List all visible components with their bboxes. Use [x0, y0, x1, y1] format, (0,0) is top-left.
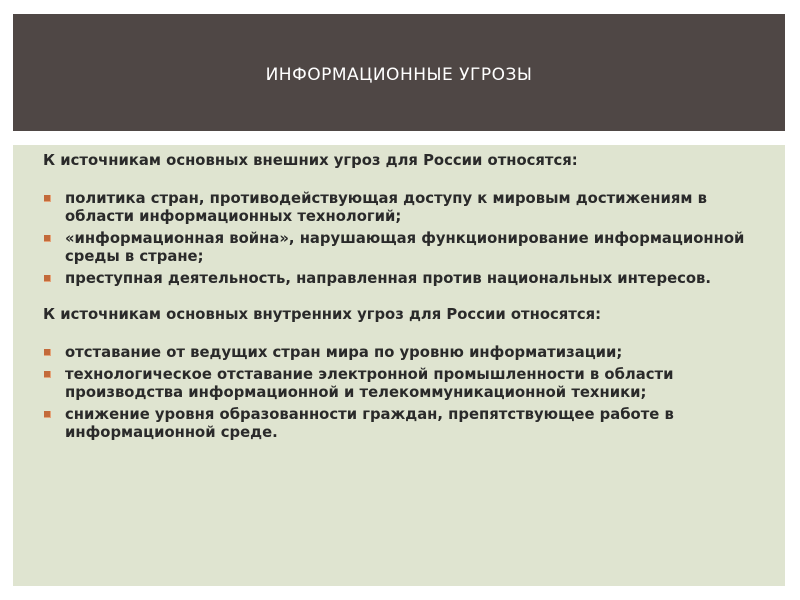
list-item-text: преступная деятельность, направленная против национальных интересов.	[65, 270, 712, 287]
list-item-text: политика стран, противодействующая доступу к мировым достижениям в области информационных технологий;	[65, 190, 708, 225]
internal-threats-list	[43, 344, 773, 442]
list-item	[43, 366, 773, 402]
list-item	[43, 406, 773, 442]
square-bullet-icon	[44, 195, 51, 202]
square-bullet-icon	[44, 371, 51, 378]
list-item-text: «информационная война», нарушающая функционирование информационной среды в стране;	[65, 230, 745, 265]
content-panel	[13, 145, 785, 586]
list-item	[43, 190, 773, 226]
content-text	[43, 152, 773, 446]
internal-threats-intro: К источникам основных внутренних угроз для России относятся:	[43, 306, 602, 323]
external-threats-intro: К источникам основных внешних угроз для России относятся:	[43, 152, 578, 169]
square-bullet-icon	[44, 411, 51, 418]
list-item-text: отставание от ведущих стран мира по уровню информатизации;	[65, 344, 623, 361]
square-bullet-icon	[44, 235, 51, 242]
list-item	[43, 270, 773, 288]
slide-title: ИНФОРМАЦИОННЫЕ УГРОЗЫ	[265, 64, 533, 85]
list-item	[43, 344, 773, 362]
square-bullet-icon	[44, 349, 51, 356]
square-bullet-icon	[44, 275, 51, 282]
external-threats-list	[43, 190, 773, 288]
title-bar	[13, 14, 785, 131]
list-item	[43, 230, 773, 266]
list-item-text: технологическое отставание электронной промышленности в области производства информационной и телекоммуникационной техники;	[65, 366, 674, 401]
list-item-text: снижение уровня образованности граждан, препятствующее работе в информационной среде.	[65, 406, 674, 441]
